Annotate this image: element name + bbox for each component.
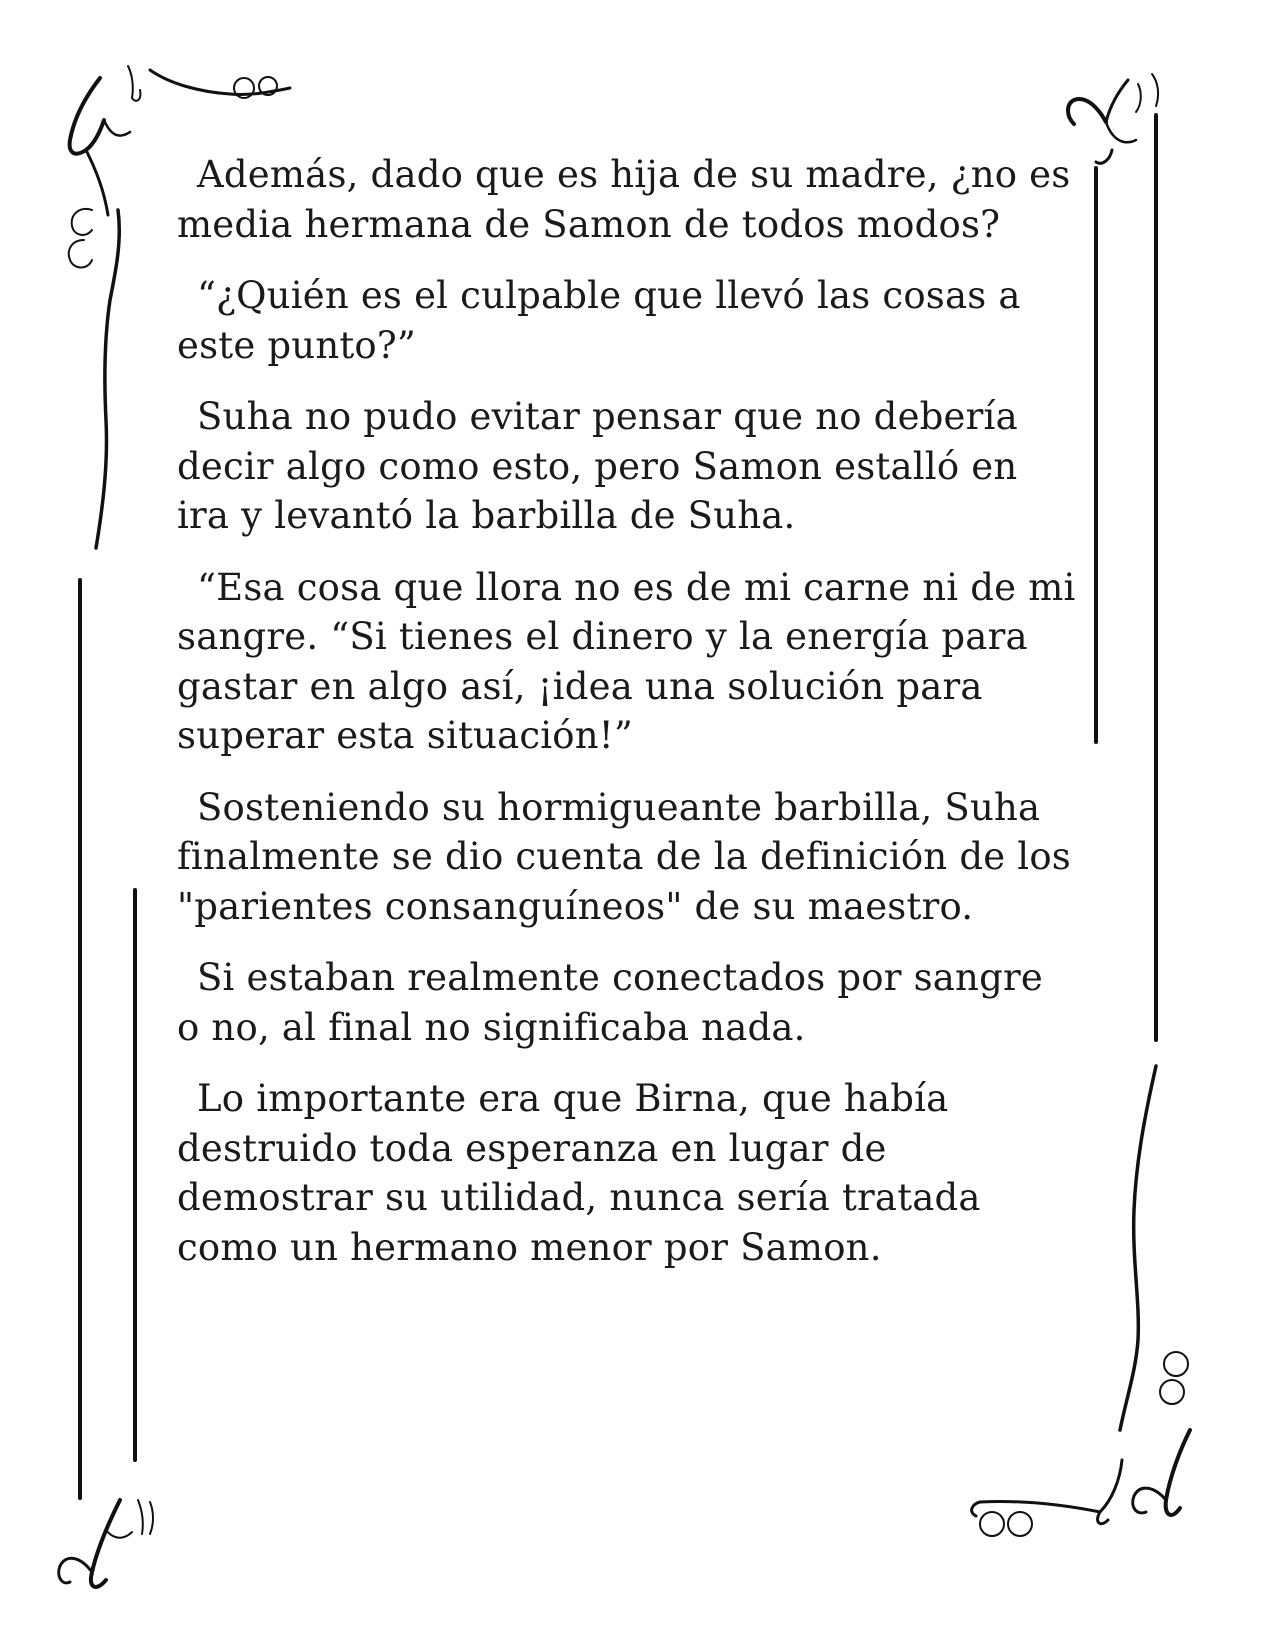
paragraph-5: Sosteniendo su hormigueante barbilla, Suha finalmente se dio cuenta de la definición de los "parientes consanguíneos" de su maestro. bbox=[177, 785, 1071, 928]
paragraph-3: Suha no pudo evitar pensar que no debería decir algo como esto, pero Samon estalló en ira y levantó la barbilla de Suha. bbox=[177, 395, 1018, 537]
paragraph-4: “Esa cosa que llora no es de mi carne ni de mi sangre. “Si tienes el dinero y la energía para gastar en algo así, ¡idea una solución para superar esta situación!” bbox=[177, 565, 1076, 757]
paragraph-7: Lo importante era que Birna, que había destruido toda esperanza en lugar de demostrar su utilidad, nunca sería tratada como un hermano menor por Samon. bbox=[177, 1077, 981, 1269]
document-body bbox=[177, 150, 1077, 1294]
flourish-bottom-left bbox=[59, 1500, 153, 1587]
paragraph-6: Si estaban realmente conectados por sangre o no, al final no significaba nada. bbox=[177, 956, 1043, 1049]
paragraph-1: Además, dado que es hija de su madre, ¿no es media hermana de Samon de todos modos? bbox=[177, 153, 1071, 246]
paragraph-2: “¿Quién es el culpable que llevó las cosas a este punto?” bbox=[177, 274, 1021, 367]
flourish-top-right bbox=[1068, 74, 1158, 163]
